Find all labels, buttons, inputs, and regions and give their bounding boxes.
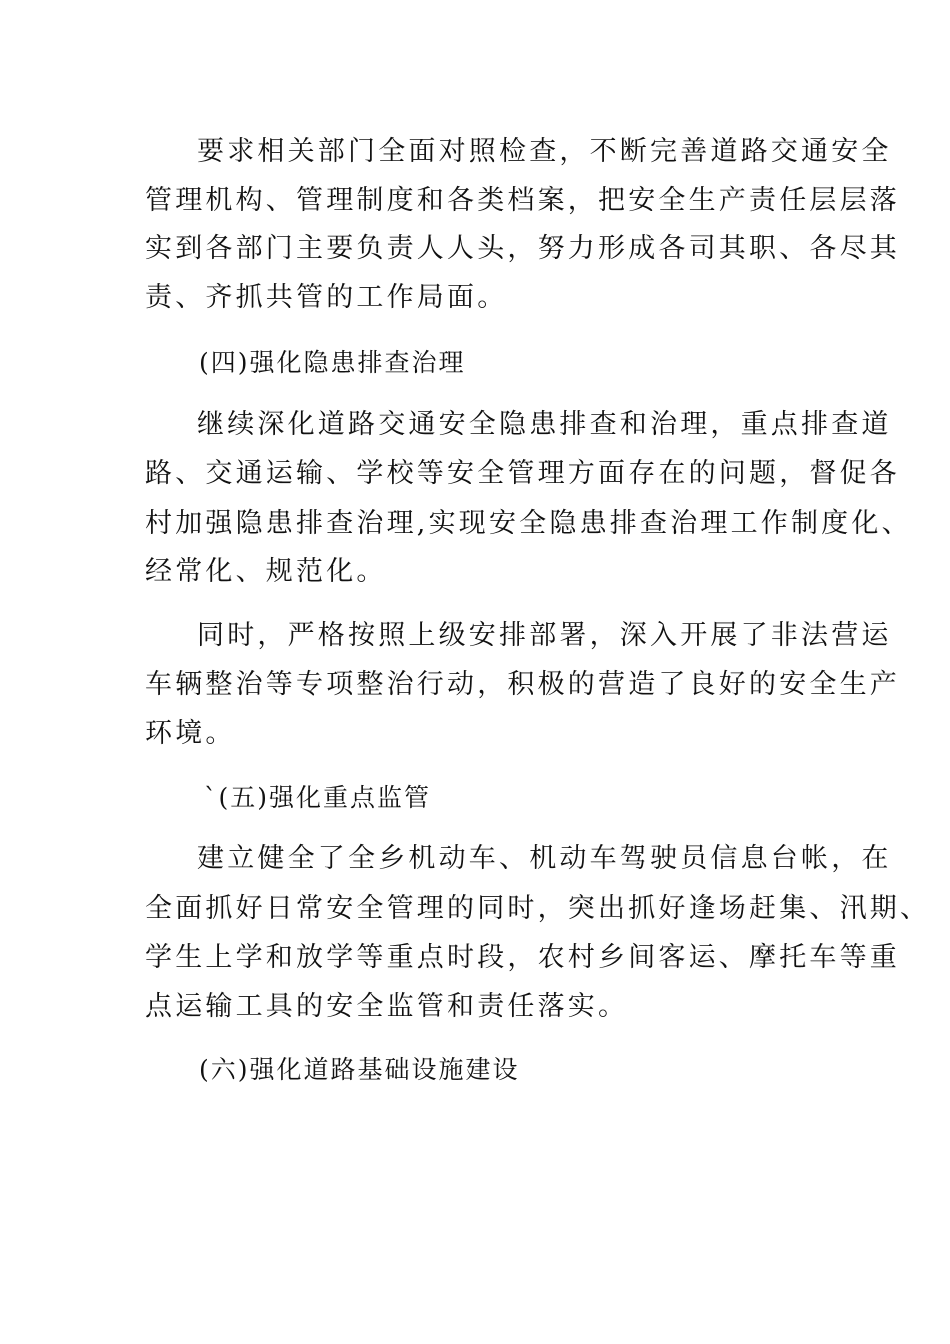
paragraph-line: 环境。 (145, 718, 236, 749)
section-heading-6: (六)强化道路基础设施建设 (199, 1055, 520, 1084)
paragraph-line: 经常化、规范化。 (145, 556, 387, 587)
paragraph-line: 责、齐抓共管的工作局面。 (145, 282, 508, 313)
paragraph-line: 继续深化道路交通安全隐患排查和治理，重点排查道 (197, 409, 892, 440)
paragraph-line: 路、交通运输、学校等安全管理方面存在的问题，督促各 (145, 458, 900, 489)
paragraph-line: 同时，严格按照上级安排部署，深入开展了非法营运 (197, 620, 892, 651)
paragraph-line: 村加强隐患排查治理,实现安全隐患排查治理工作制度化、 (145, 508, 912, 539)
paragraph-line: 全面抓好日常安全管理的同时，突出抓好逢场赶集、汛期、 (145, 893, 931, 924)
paragraph-line: 管理机构、管理制度和各类档案，把安全生产责任层层落 (145, 185, 900, 216)
section-heading-5: `(五)强化重点监管 (204, 783, 432, 812)
paragraph-line: 实到各部门主要负责人人头，努力形成各司其职、各尽其 (145, 233, 900, 264)
paragraph-line: 车辆整治等专项整治行动，积极的营造了良好的安全生产 (145, 669, 900, 700)
paragraph-line: 要求相关部门全面对照检查，不断完善道路交通安全 (197, 136, 892, 167)
paragraph-line: 建立健全了全乡机动车、机动车驾驶员信息台帐，在 (197, 843, 892, 874)
section-heading-4: (四)强化隐患排查治理 (199, 348, 466, 377)
paragraph-line: 学生上学和放学等重点时段，农村乡间客运、摩托车等重 (145, 942, 900, 973)
paragraph-line: 点运输工具的安全监管和责任落实。 (145, 991, 629, 1022)
